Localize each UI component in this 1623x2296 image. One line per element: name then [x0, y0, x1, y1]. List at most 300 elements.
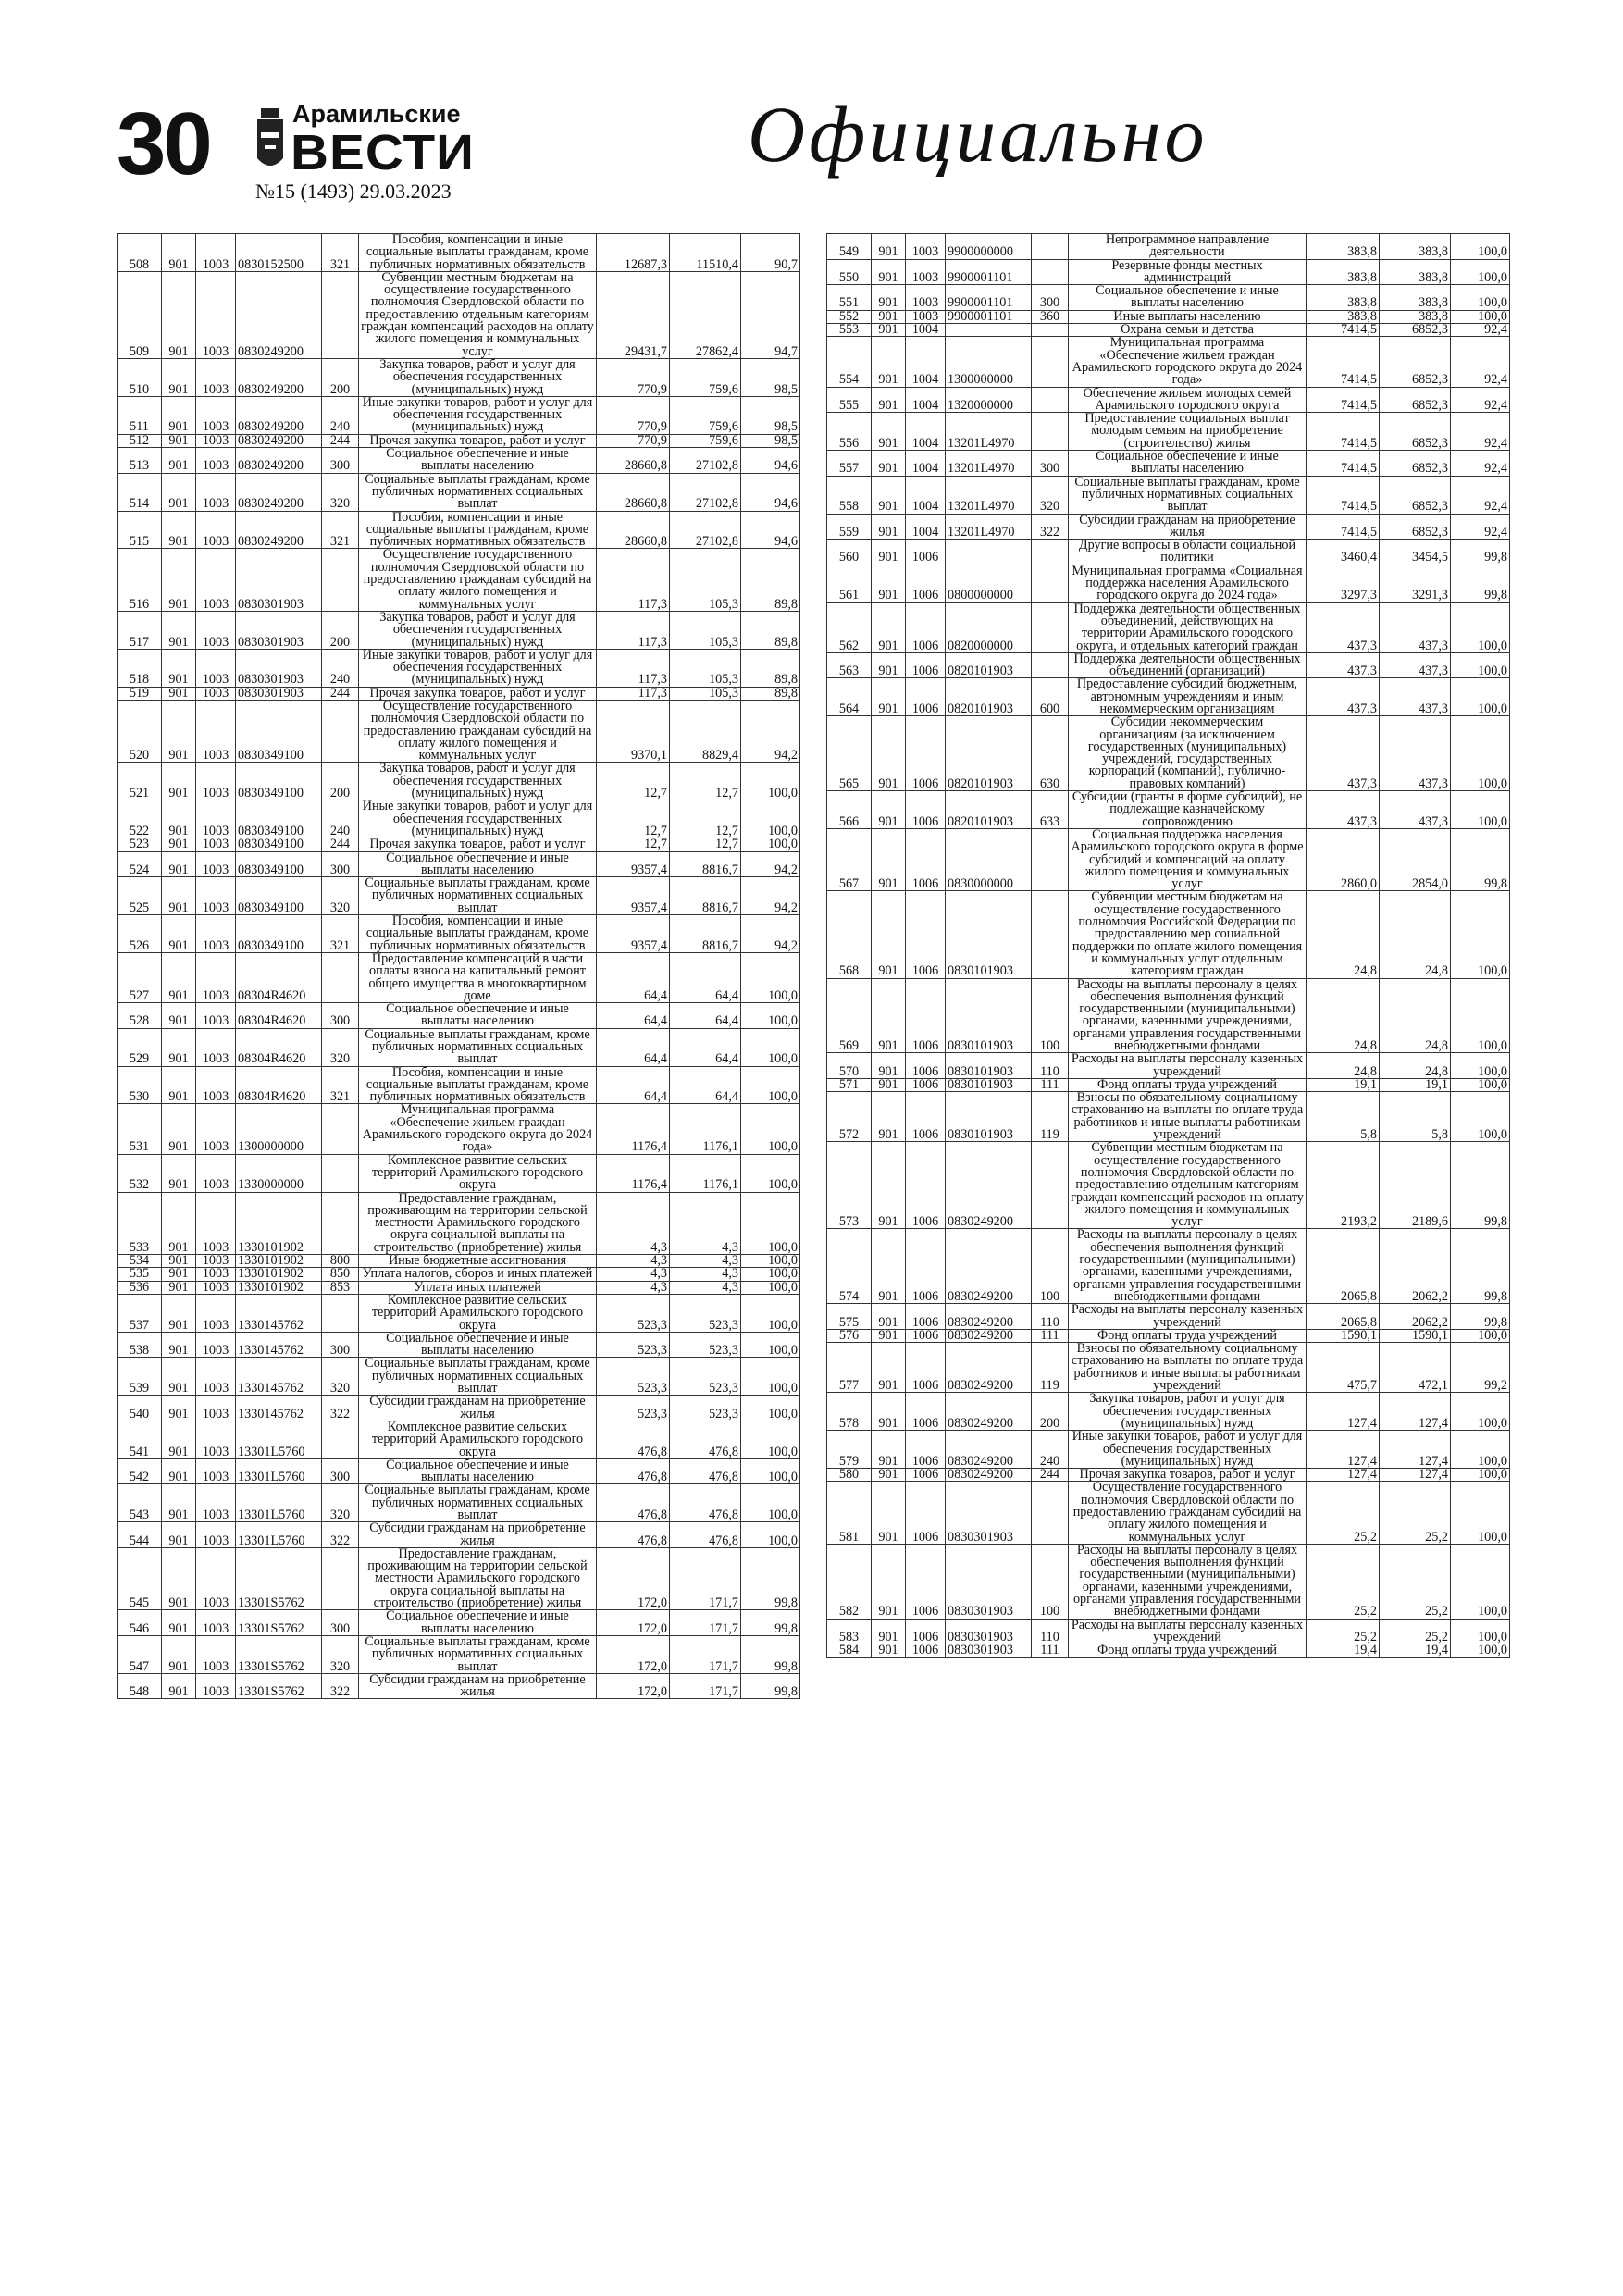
table-row — [118, 1104, 800, 1154]
cell-col-7: 172,0 — [597, 1547, 670, 1609]
cell-col-7: 25,2 — [1307, 1544, 1380, 1619]
cell-col-4: 0830349100 — [236, 877, 322, 915]
cell-col-1: 515 — [118, 511, 162, 549]
cell-col-9: 100,0 — [1451, 652, 1510, 678]
cell-col-6: Субсидии некоммерческим организациям (за исключением государственных (муниципальных) учреждений, государственных корпораций (компаний), публично-правовых компаний) — [1069, 716, 1307, 791]
cell-col-7: 475,7 — [1307, 1343, 1380, 1393]
cell-col-9: 100,0 — [1451, 1644, 1510, 1657]
cell-col-5 — [1032, 413, 1069, 451]
cell-col-7: 2065,8 — [1307, 1304, 1380, 1330]
cell-col-6: Фонд оплаты труда учреждений — [1069, 1329, 1307, 1342]
cell-col-8: 12,7 — [670, 763, 741, 800]
cell-col-4: 13301L5760 — [236, 1522, 322, 1548]
cell-col-8: 25,2 — [1380, 1544, 1451, 1619]
cell-col-3: 1003 — [196, 800, 236, 838]
cell-col-5: 240 — [322, 800, 359, 838]
cell-col-3: 1006 — [906, 1329, 946, 1342]
table-row — [118, 1332, 800, 1358]
cell-col-3: 1003 — [906, 310, 946, 323]
cell-col-2: 901 — [162, 1003, 196, 1029]
cell-col-7: 4,3 — [597, 1255, 670, 1268]
cell-col-8: 6852,3 — [1380, 413, 1451, 451]
cell-col-7: 4,3 — [597, 1281, 670, 1294]
cell-col-2: 901 — [872, 285, 906, 311]
cell-col-5: 200 — [322, 358, 359, 396]
cell-col-6: Расходы на выплаты персоналу казенных учреждений — [1069, 1619, 1307, 1644]
cell-col-5: 244 — [322, 434, 359, 447]
cell-col-1: 571 — [827, 1078, 872, 1091]
cell-col-7: 127,4 — [1307, 1469, 1380, 1482]
cell-col-2: 901 — [162, 1066, 196, 1104]
cell-col-6: Социальные выплаты гражданам, кроме публичных нормативных социальных выплат — [359, 1358, 597, 1396]
cell-col-7: 383,8 — [1307, 234, 1380, 260]
cell-col-3: 1003 — [196, 549, 236, 611]
cell-col-3: 1006 — [906, 602, 946, 652]
table-row — [827, 285, 1510, 311]
cell-col-8: 24,8 — [1380, 891, 1451, 978]
cell-col-1: 520 — [118, 700, 162, 762]
cell-col-7: 24,8 — [1307, 891, 1380, 978]
cell-col-2: 901 — [162, 358, 196, 396]
cell-col-9: 100,0 — [741, 763, 800, 800]
issue-info: №15 (1493) 29.03.2023 — [255, 180, 452, 203]
cell-col-1: 540 — [118, 1396, 162, 1421]
cell-col-8: 8829,4 — [670, 700, 741, 762]
cell-col-1: 564 — [827, 678, 872, 716]
cell-col-6: Субвенции местным бюджетам на осуществление государственного полномочия Свердловской области по предоставлению отдельным категориям граждан компенсаций расходов на оплату жилого помещения и коммунальных услуг — [359, 271, 597, 358]
cell-col-7: 7414,5 — [1307, 476, 1380, 514]
cell-col-3: 1006 — [906, 1053, 946, 1079]
cell-col-6: Поддержка деятельности общественных объединений (организаций) — [1069, 652, 1307, 678]
cell-col-8: 4,3 — [670, 1255, 741, 1268]
cell-col-4: 0830349100 — [236, 838, 322, 851]
cell-col-4 — [946, 324, 1032, 337]
cell-col-1: 541 — [118, 1421, 162, 1458]
cell-col-5 — [1032, 387, 1069, 413]
cell-col-1: 559 — [827, 514, 872, 540]
cell-col-4: 0800000000 — [946, 565, 1032, 602]
cell-col-9: 94,6 — [741, 473, 800, 511]
cell-col-8: 2854,0 — [1380, 828, 1451, 890]
cell-col-5: 300 — [322, 1610, 359, 1636]
cell-col-6: Субсидии гражданам на приобретение жилья — [359, 1522, 597, 1548]
cell-col-9: 100,0 — [1451, 716, 1510, 791]
cell-col-3: 1003 — [196, 511, 236, 549]
cell-col-1: 563 — [827, 652, 872, 678]
cell-col-1: 538 — [118, 1332, 162, 1358]
cell-col-6: Социальное обеспечение и иные выплаты населению — [359, 851, 597, 877]
cell-col-5: 200 — [322, 611, 359, 649]
cell-col-5: 321 — [322, 1066, 359, 1104]
cell-col-5: 630 — [1032, 716, 1069, 791]
cell-col-6: Муниципальная программа «Обеспечение жильем граждан Арамильского городского округа до 2024 года» — [359, 1104, 597, 1154]
cell-col-8: 105,3 — [670, 549, 741, 611]
cell-col-1: 579 — [827, 1431, 872, 1469]
cell-col-7: 437,3 — [1307, 716, 1380, 791]
cell-col-5 — [322, 1547, 359, 1609]
cell-col-7: 523,3 — [597, 1396, 670, 1421]
cell-col-9: 98,5 — [741, 434, 800, 447]
cell-col-2: 901 — [872, 1229, 906, 1304]
cell-col-2: 901 — [162, 511, 196, 549]
cell-col-3: 1004 — [906, 413, 946, 451]
cell-col-7: 3460,4 — [1307, 540, 1380, 565]
cell-col-7: 383,8 — [1307, 285, 1380, 311]
cell-col-5: 322 — [322, 1396, 359, 1421]
cell-col-7: 12,7 — [597, 763, 670, 800]
cell-col-8: 24,8 — [1380, 1053, 1451, 1079]
cell-col-5: 322 — [1032, 514, 1069, 540]
table-row — [118, 1396, 800, 1421]
cell-col-1: 573 — [827, 1142, 872, 1229]
cell-col-6: Социальное обеспечение и иные выплаты населению — [1069, 285, 1307, 311]
table-row — [827, 1343, 1510, 1393]
cell-col-3: 1006 — [906, 1078, 946, 1091]
left-column — [117, 233, 799, 1699]
table-row — [827, 602, 1510, 652]
cell-col-6: Социальные выплаты гражданам, кроме публичных нормативных социальных выплат — [359, 1484, 597, 1522]
cell-col-7: 7414,5 — [1307, 324, 1380, 337]
cell-col-5 — [322, 700, 359, 762]
cell-col-5: 110 — [1032, 1053, 1069, 1079]
table-row — [827, 891, 1510, 978]
cell-col-7: 172,0 — [597, 1635, 670, 1673]
cell-col-9: 100,0 — [1451, 1482, 1510, 1544]
cell-col-2: 901 — [162, 1358, 196, 1396]
cell-col-8: 127,4 — [1380, 1431, 1451, 1469]
cell-col-6: Закупка товаров, работ и услуг для обеспечения государственных (муниципальных) нужд — [1069, 1393, 1307, 1431]
cell-col-8: 6852,3 — [1380, 514, 1451, 540]
cell-col-5 — [1032, 652, 1069, 678]
cell-col-5: 111 — [1032, 1078, 1069, 1091]
cell-col-4: 0830301903 — [946, 1482, 1032, 1544]
cell-col-3: 1006 — [906, 1482, 946, 1544]
cell-col-2: 901 — [872, 828, 906, 890]
cell-col-5: 800 — [322, 1255, 359, 1268]
cell-col-8: 523,3 — [670, 1332, 741, 1358]
cell-col-5: 100 — [1032, 978, 1069, 1053]
table-row — [827, 1544, 1510, 1619]
cell-col-8: 523,3 — [670, 1294, 741, 1332]
cell-col-6: Предоставление субсидий бюджетным, автономным учреждениям и иным некоммерческим организациям — [1069, 678, 1307, 716]
cell-col-4: 1320000000 — [946, 387, 1032, 413]
table-row — [118, 1294, 800, 1332]
cell-col-5: 200 — [322, 763, 359, 800]
cell-col-1: 578 — [827, 1393, 872, 1431]
cell-col-4: 1330145762 — [236, 1358, 322, 1396]
table-row — [118, 1635, 800, 1673]
cell-col-7: 117,3 — [597, 549, 670, 611]
cell-col-7: 28660,8 — [597, 448, 670, 474]
cell-col-8: 19,4 — [1380, 1644, 1451, 1657]
table-row — [827, 259, 1510, 285]
cell-col-1: 545 — [118, 1547, 162, 1609]
table-row — [118, 358, 800, 396]
cell-col-3: 1006 — [906, 1343, 946, 1393]
cell-col-7: 770,9 — [597, 396, 670, 434]
cell-col-9: 94,2 — [741, 700, 800, 762]
cell-col-4: 0830101903 — [946, 1078, 1032, 1091]
cell-col-1: 523 — [118, 838, 162, 851]
cell-col-5 — [1032, 234, 1069, 260]
cell-col-4: 0830249200 — [236, 511, 322, 549]
cell-col-9: 100,0 — [1451, 310, 1510, 323]
cell-col-6: Уплата налогов, сборов и иных платежей — [359, 1268, 597, 1281]
cell-col-3: 1006 — [906, 1229, 946, 1304]
cell-col-3: 1003 — [196, 877, 236, 915]
cell-col-3: 1006 — [906, 1431, 946, 1469]
cell-col-1: 518 — [118, 649, 162, 687]
table-row — [118, 1066, 800, 1104]
cell-col-1: 552 — [827, 310, 872, 323]
cell-col-9: 100,0 — [1451, 791, 1510, 829]
cell-col-8: 171,7 — [670, 1547, 741, 1609]
cell-col-7: 523,3 — [597, 1294, 670, 1332]
cell-col-6: Социальное обеспечение и иные выплаты населению — [359, 1610, 597, 1636]
cell-col-1: 530 — [118, 1066, 162, 1104]
cell-col-9: 100,0 — [741, 1066, 800, 1104]
cell-col-3: 1003 — [196, 1547, 236, 1609]
table-row — [118, 1458, 800, 1484]
cell-col-4: 13301S5762 — [236, 1673, 322, 1699]
cell-col-8: 171,7 — [670, 1635, 741, 1673]
cell-col-2: 901 — [872, 978, 906, 1053]
cell-col-4: 13201L4970 — [946, 476, 1032, 514]
table-row — [118, 915, 800, 953]
cell-col-4: 9900001101 — [946, 310, 1032, 323]
cell-col-5: 322 — [322, 1673, 359, 1699]
cell-col-6: Субсидии гражданам на приобретение жилья — [359, 1673, 597, 1699]
cell-col-7: 19,1 — [1307, 1078, 1380, 1091]
cell-col-2: 901 — [162, 649, 196, 687]
cell-col-8: 12,7 — [670, 838, 741, 851]
cell-col-3: 1003 — [196, 1396, 236, 1421]
table-row — [827, 1431, 1510, 1469]
cell-col-9: 98,5 — [741, 358, 800, 396]
cell-col-6: Социальное обеспечение и иные выплаты населению — [359, 1003, 597, 1029]
cell-col-7: 117,3 — [597, 611, 670, 649]
cell-col-4: 13301S5762 — [236, 1610, 322, 1636]
cell-col-2: 901 — [872, 1619, 906, 1644]
table-row — [118, 396, 800, 434]
cell-col-9: 100,0 — [1451, 285, 1510, 311]
cell-col-2: 901 — [162, 952, 196, 1002]
table-row — [827, 1644, 1510, 1657]
cell-col-9: 89,8 — [741, 611, 800, 649]
cell-col-5: 320 — [322, 1358, 359, 1396]
cell-col-9: 99,8 — [1451, 828, 1510, 890]
table-row — [827, 1229, 1510, 1304]
cell-col-6: Предоставление социальных выплат молодым семьям на приобретение (строительство) жилья — [1069, 413, 1307, 451]
cell-col-6: Пособия, компенсации и иные социальные выплаты гражданам, кроме публичных нормативных обязательств — [359, 511, 597, 549]
cell-col-6: Социальные выплаты гражданам, кроме публичных нормативных социальных выплат — [359, 877, 597, 915]
cell-col-6: Прочая закупка товаров, работ и услуг — [359, 434, 597, 447]
cell-col-9: 100,0 — [741, 1522, 800, 1548]
cell-col-2: 901 — [872, 337, 906, 387]
cell-col-3: 1003 — [196, 1192, 236, 1254]
table-row — [118, 271, 800, 358]
cell-col-6: Муниципальная программа «Обеспечение жильем граждан Арамильского городского округа до 2024 года» — [1069, 337, 1307, 387]
cell-col-7: 19,4 — [1307, 1644, 1380, 1657]
table-row — [827, 387, 1510, 413]
cell-col-7: 437,3 — [1307, 602, 1380, 652]
table-row — [118, 549, 800, 611]
cell-col-6: Расходы на выплаты персоналу казенных учреждений — [1069, 1053, 1307, 1079]
cell-col-5: 300 — [322, 448, 359, 474]
cell-col-7: 476,8 — [597, 1484, 670, 1522]
cell-col-1: 539 — [118, 1358, 162, 1396]
cell-col-9: 99,8 — [1451, 1142, 1510, 1229]
cell-col-5 — [322, 1154, 359, 1192]
cell-col-8: 1176,1 — [670, 1104, 741, 1154]
cell-col-7: 437,3 — [1307, 791, 1380, 829]
cell-col-7: 12,7 — [597, 838, 670, 851]
cell-col-1: 528 — [118, 1003, 162, 1029]
cell-col-7: 383,8 — [1307, 310, 1380, 323]
cell-col-4: 13201L4970 — [946, 413, 1032, 451]
cell-col-6: Иные выплаты населению — [1069, 310, 1307, 323]
table-row — [827, 565, 1510, 602]
cell-col-6: Социальное обеспечение и иные выплаты населению — [359, 1458, 597, 1484]
cell-col-9: 100,0 — [741, 1104, 800, 1154]
cell-col-5: 200 — [1032, 1393, 1069, 1431]
cell-col-8: 437,3 — [1380, 791, 1451, 829]
cell-col-3: 1004 — [906, 324, 946, 337]
cell-col-1: 533 — [118, 1192, 162, 1254]
cell-col-8: 4,3 — [670, 1281, 741, 1294]
cell-col-4: 08304R4620 — [236, 1066, 322, 1104]
budget-table-right — [826, 233, 1510, 1658]
cell-col-3: 1006 — [906, 1544, 946, 1619]
cell-col-5: 300 — [322, 1458, 359, 1484]
table-row — [118, 700, 800, 762]
cell-col-5: 300 — [322, 851, 359, 877]
cell-col-9: 100,0 — [741, 838, 800, 851]
cell-col-7: 2193,2 — [1307, 1142, 1380, 1229]
cell-col-3: 1006 — [906, 1393, 946, 1431]
cell-col-8: 6852,3 — [1380, 324, 1451, 337]
table-row — [118, 511, 800, 549]
cell-col-6: Прочая закупка товаров, работ и услуг — [359, 838, 597, 851]
cell-col-7: 64,4 — [597, 1028, 670, 1066]
cell-col-5: 244 — [322, 838, 359, 851]
cell-col-3: 1003 — [196, 1268, 236, 1281]
cell-col-5: 300 — [1032, 285, 1069, 311]
table-row — [827, 652, 1510, 678]
cell-col-4: 0830101903 — [946, 978, 1032, 1053]
cell-col-2: 901 — [162, 1635, 196, 1673]
cell-col-2: 901 — [872, 1644, 906, 1657]
cell-col-9: 89,8 — [741, 549, 800, 611]
cell-col-1: 521 — [118, 763, 162, 800]
cell-col-9: 98,5 — [741, 396, 800, 434]
cell-col-3: 1003 — [196, 448, 236, 474]
cell-col-9: 100,0 — [1451, 1544, 1510, 1619]
cell-col-9: 100,0 — [741, 1003, 800, 1029]
cell-col-2: 901 — [872, 565, 906, 602]
cell-col-2: 901 — [162, 915, 196, 953]
cell-col-7: 64,4 — [597, 1003, 670, 1029]
cell-col-4: 0830301903 — [946, 1644, 1032, 1657]
cell-col-9: 100,0 — [1451, 1329, 1510, 1342]
cell-col-6: Другие вопросы в области социальной политики — [1069, 540, 1307, 565]
cell-col-4: 0820101903 — [946, 652, 1032, 678]
table-row — [118, 473, 800, 511]
cell-col-7: 28660,8 — [597, 511, 670, 549]
table-row — [827, 514, 1510, 540]
table-row — [827, 678, 1510, 716]
cell-col-7: 7414,5 — [1307, 413, 1380, 451]
cell-col-9: 100,0 — [1451, 234, 1510, 260]
cell-col-6: Поддержка деятельности общественных объединений, действующих на территории Арамильского городского округа, и отдельных категорий граждан — [1069, 602, 1307, 652]
cell-col-9: 100,0 — [741, 1192, 800, 1254]
cell-col-9: 99,8 — [741, 1610, 800, 1636]
cell-col-8: 476,8 — [670, 1421, 741, 1458]
cell-col-3: 1003 — [196, 687, 236, 700]
cell-col-8: 759,6 — [670, 434, 741, 447]
table-row — [827, 540, 1510, 565]
cell-col-4: 1330101902 — [236, 1268, 322, 1281]
cell-col-6: Расходы на выплаты персоналу в целях обеспечения выполнения функций государственными (муниципальными) органами, казенными учреждениями, органами управления государственными внебюджетными фондами — [1069, 978, 1307, 1053]
cell-col-5: 633 — [1032, 791, 1069, 829]
cell-col-1: 532 — [118, 1154, 162, 1192]
cell-col-9: 100,0 — [1451, 1092, 1510, 1142]
table-row — [118, 1673, 800, 1699]
cell-col-7: 172,0 — [597, 1610, 670, 1636]
cell-col-1: 547 — [118, 1635, 162, 1673]
cell-col-6: Фонд оплаты труда учреждений — [1069, 1644, 1307, 1657]
cell-col-6: Социальные выплаты гражданам, кроме публичных нормативных социальных выплат — [359, 1635, 597, 1673]
table-row — [827, 791, 1510, 829]
cell-col-2: 901 — [162, 1192, 196, 1254]
cell-col-6: Иные закупки товаров, работ и услуг для обеспечения государственных (муниципальных) нужд — [359, 396, 597, 434]
logo-title: ВЕСТИ — [291, 125, 475, 180]
cell-col-1: 544 — [118, 1522, 162, 1548]
cell-col-4: 0830249200 — [946, 1393, 1032, 1431]
cell-col-2: 901 — [162, 800, 196, 838]
cell-col-1: 531 — [118, 1104, 162, 1154]
cell-col-3: 1003 — [196, 1522, 236, 1548]
cell-col-9: 100,0 — [1451, 1078, 1510, 1091]
cell-col-2: 901 — [162, 838, 196, 851]
table-row — [118, 649, 800, 687]
cell-col-4: 0830101903 — [946, 1092, 1032, 1142]
cell-col-5: 321 — [322, 511, 359, 549]
cell-col-5 — [322, 1104, 359, 1154]
cell-col-3: 1003 — [196, 838, 236, 851]
cell-col-5 — [322, 271, 359, 358]
cell-col-5: 119 — [1032, 1343, 1069, 1393]
cell-col-9: 94,2 — [741, 851, 800, 877]
table-row — [118, 952, 800, 1002]
cell-col-7: 523,3 — [597, 1358, 670, 1396]
cell-col-8: 64,4 — [670, 952, 741, 1002]
cell-col-4: 0830349100 — [236, 915, 322, 953]
cell-col-7: 172,0 — [597, 1673, 670, 1699]
cell-col-2: 901 — [162, 1294, 196, 1332]
cell-col-7: 437,3 — [1307, 678, 1380, 716]
table-row — [118, 1028, 800, 1066]
cell-col-4: 13301L5760 — [236, 1421, 322, 1458]
cell-col-7: 25,2 — [1307, 1619, 1380, 1644]
cell-col-8: 523,3 — [670, 1396, 741, 1421]
cell-col-1: 580 — [827, 1469, 872, 1482]
cell-col-1: 572 — [827, 1092, 872, 1142]
cell-col-9: 100,0 — [1451, 1431, 1510, 1469]
cell-col-7: 28660,8 — [597, 473, 670, 511]
cell-col-5 — [1032, 259, 1069, 285]
cell-col-5: 322 — [322, 1522, 359, 1548]
